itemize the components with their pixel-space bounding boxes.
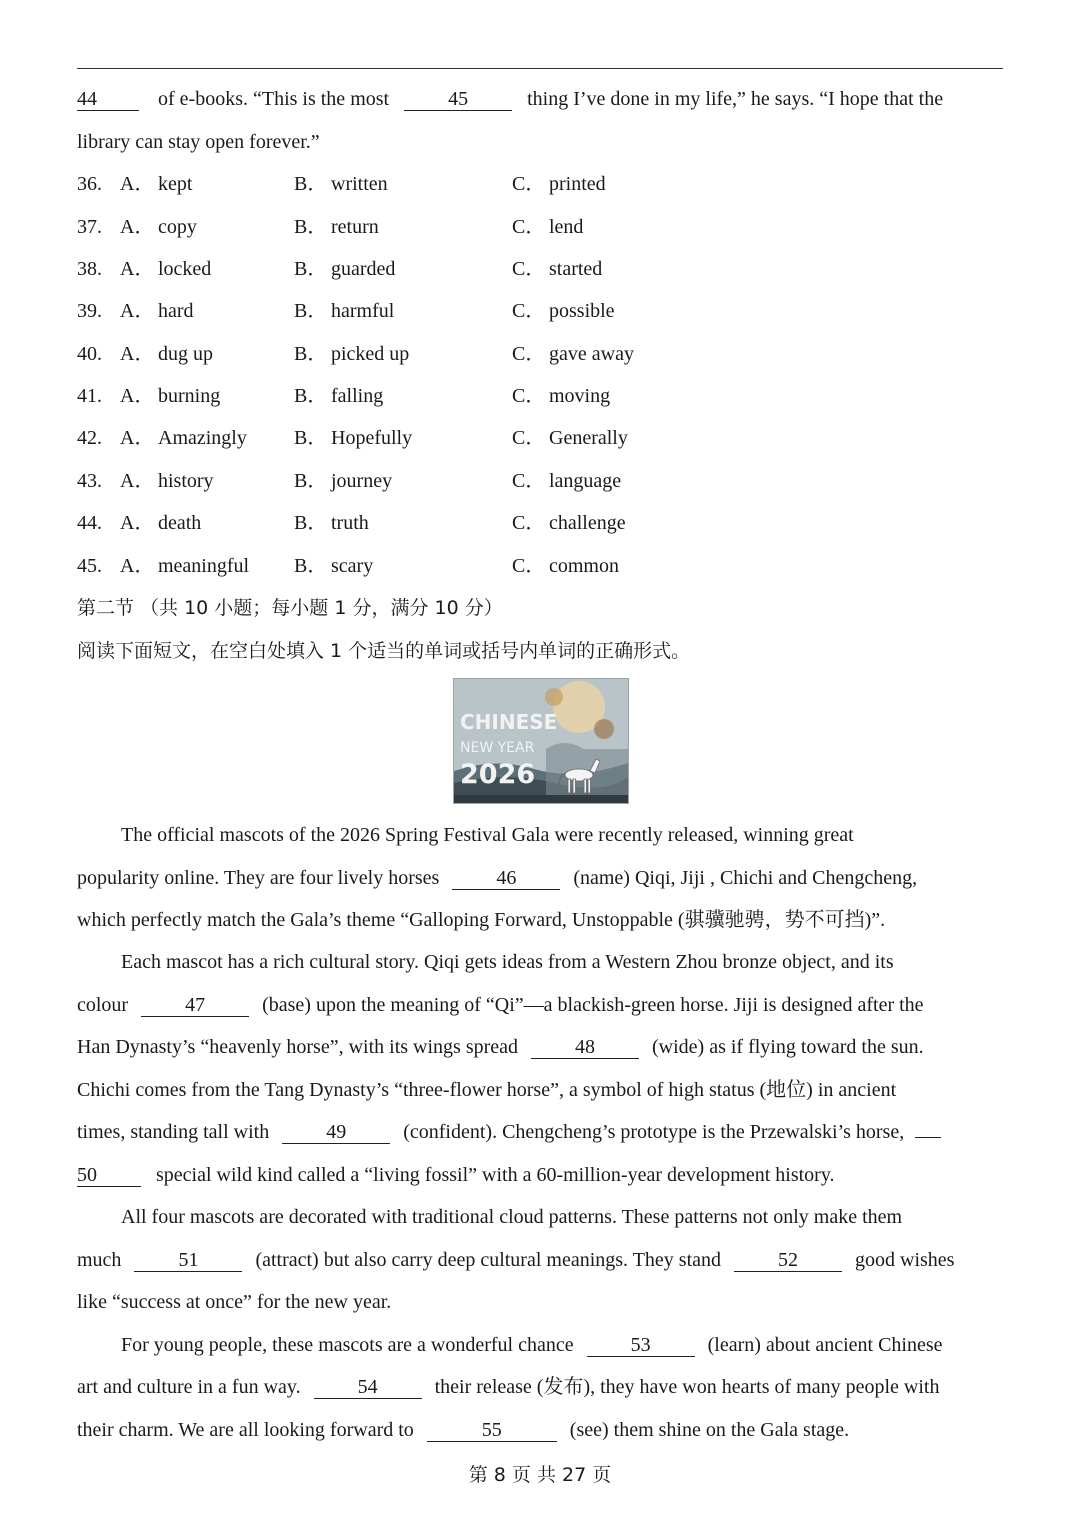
blank-52[interactable]: 52 bbox=[734, 1249, 842, 1272]
passage-p3-l1: All four mascots are decorated with traditional cloud patterns. These patterns not only make them bbox=[121, 1206, 903, 1228]
question-number: 41. bbox=[77, 385, 102, 407]
option-c[interactable]: possible bbox=[549, 300, 615, 322]
blank-51[interactable]: 51 bbox=[134, 1249, 242, 1272]
option-a[interactable]: kept bbox=[158, 173, 193, 195]
passage-p3-l2 bbox=[77, 1246, 954, 1274]
blank-55[interactable]: 55 bbox=[427, 1419, 557, 1442]
text: times, standing tall with bbox=[77, 1121, 270, 1143]
option-c[interactable]: gave away bbox=[549, 343, 634, 365]
option-b[interactable]: guarded bbox=[331, 258, 396, 280]
page-footer: 第 8 页 共 27 页 bbox=[468, 1464, 612, 1486]
text: colour bbox=[77, 994, 129, 1016]
option-c[interactable]: lend bbox=[549, 216, 584, 238]
option-letter-c: C． bbox=[512, 216, 546, 238]
text: much bbox=[77, 1249, 122, 1271]
option-c[interactable]: moving bbox=[549, 385, 611, 407]
question-number: 38. bbox=[77, 258, 102, 280]
blank-50[interactable]: 50 bbox=[77, 1164, 141, 1187]
passage-p2-l3 bbox=[77, 1033, 924, 1061]
option-letter-b: B． bbox=[294, 427, 328, 449]
option-b[interactable]: journey bbox=[331, 470, 393, 492]
passage-p4-l1 bbox=[121, 1331, 943, 1359]
text: (wide) as if flying toward the sun. bbox=[652, 1036, 924, 1058]
option-c[interactable]: started bbox=[549, 258, 603, 280]
option-a[interactable]: hard bbox=[158, 300, 194, 322]
option-a[interactable]: meaningful bbox=[158, 555, 250, 577]
option-letter-b: B． bbox=[294, 258, 328, 280]
passage-p4-l2 bbox=[77, 1373, 939, 1401]
option-b[interactable]: written bbox=[331, 173, 388, 195]
option-c[interactable]: Generally bbox=[549, 427, 628, 449]
option-c[interactable]: printed bbox=[549, 173, 606, 195]
option-letter-b: B． bbox=[294, 385, 328, 407]
option-letter-b: B． bbox=[294, 216, 328, 238]
text: (learn) about ancient Chinese bbox=[707, 1334, 943, 1356]
option-letter-c: C． bbox=[512, 258, 546, 280]
text: For young people, these mascots are a wonderful chance bbox=[121, 1334, 574, 1356]
text: (name) Qiqi, Jiji , Chichi and Chengcheng, bbox=[573, 867, 918, 889]
section-instruction: 阅读下面短文，在空白处填入 1 个适当的单词或括号内单词的正确形式。 bbox=[77, 640, 691, 662]
question-number: 44. bbox=[77, 512, 102, 534]
passage-p2-l1: Each mascot has a rich cultural story. Qiqi gets ideas from a Western Zhou bronze object, and its bbox=[121, 951, 894, 973]
option-letter-c: C． bbox=[512, 470, 546, 492]
text: popularity online. They are four lively horses bbox=[77, 867, 440, 889]
option-b[interactable]: Hopefully bbox=[331, 427, 413, 449]
option-letter-a: A． bbox=[120, 427, 155, 449]
option-b[interactable]: falling bbox=[331, 385, 384, 407]
option-b[interactable]: return bbox=[331, 216, 379, 238]
option-letter-b: B． bbox=[294, 173, 328, 195]
question-number: 40. bbox=[77, 343, 102, 365]
option-letter-a: A． bbox=[120, 343, 155, 365]
option-b[interactable]: harmful bbox=[331, 300, 395, 322]
option-a[interactable]: burning bbox=[158, 385, 221, 407]
text: their release (发布), they have won hearts of many people with bbox=[434, 1376, 940, 1398]
option-letter-a: A． bbox=[120, 173, 155, 195]
header-rule bbox=[77, 68, 1003, 69]
option-letter-b: B． bbox=[294, 470, 328, 492]
option-letter-b: B． bbox=[294, 300, 328, 322]
passage-p2-l2 bbox=[77, 991, 924, 1019]
option-letter-b: B． bbox=[294, 512, 328, 534]
blank-54[interactable]: 54 bbox=[314, 1376, 422, 1399]
passage-p1-l1: The official mascots of the 2026 Spring Festival Gala were recently released, winning great bbox=[121, 824, 854, 846]
text: their charm. We are all looking forward to bbox=[77, 1419, 414, 1441]
option-letter-b: B． bbox=[294, 343, 328, 365]
passage-p1-l2 bbox=[77, 864, 917, 892]
chinese-new-year-illustration bbox=[453, 678, 629, 804]
text: thing I’ve done in my life,” he says. “I hope that the bbox=[527, 88, 944, 110]
option-letter-a: A． bbox=[120, 555, 155, 577]
blank-46[interactable]: 46 bbox=[452, 867, 560, 890]
illustration-svg bbox=[454, 679, 628, 803]
option-c[interactable]: language bbox=[549, 470, 622, 492]
option-letter-b: B． bbox=[294, 555, 328, 577]
blank-48[interactable]: 48 bbox=[531, 1036, 639, 1059]
blank-50-start bbox=[915, 1137, 941, 1138]
continuation-line-1 bbox=[77, 85, 943, 113]
text: (confident). Chengcheng’s prototype is the Przewalski’s horse, bbox=[403, 1121, 905, 1143]
option-letter-a: A． bbox=[120, 470, 155, 492]
continuation-line-2: library can stay open forever.” bbox=[77, 131, 320, 153]
option-a[interactable]: locked bbox=[158, 258, 212, 280]
question-number: 36. bbox=[77, 173, 102, 195]
option-a[interactable]: death bbox=[158, 512, 202, 534]
text: art and culture in a fun way. bbox=[77, 1376, 301, 1398]
option-a[interactable]: copy bbox=[158, 216, 197, 238]
option-letter-c: C． bbox=[512, 173, 546, 195]
question-number: 43. bbox=[77, 470, 102, 492]
option-b[interactable]: picked up bbox=[331, 343, 410, 365]
option-letter-a: A． bbox=[120, 385, 155, 407]
option-a[interactable]: Amazingly bbox=[158, 427, 247, 449]
blank-44[interactable]: 44 bbox=[77, 88, 139, 111]
blank-53[interactable]: 53 bbox=[587, 1334, 695, 1357]
blank-49[interactable]: 49 bbox=[282, 1121, 390, 1144]
question-number: 42. bbox=[77, 427, 102, 449]
option-letter-a: A． bbox=[120, 258, 155, 280]
passage-p2-l4: Chichi comes from the Tang Dynasty’s “three-flower horse”, a symbol of high status (地位) in ancient bbox=[77, 1079, 897, 1101]
option-letter-c: C． bbox=[512, 427, 546, 449]
option-c[interactable]: challenge bbox=[549, 512, 626, 534]
question-number: 45. bbox=[77, 555, 102, 577]
blank-47[interactable]: 47 bbox=[141, 994, 249, 1017]
option-letter-c: C． bbox=[512, 385, 546, 407]
option-a[interactable]: dug up bbox=[158, 343, 213, 365]
image-title-line2: NEW YEAR bbox=[460, 740, 535, 756]
text: Han Dynasty’s “heavenly horse”, with its wings spread bbox=[77, 1036, 519, 1058]
image-title-line3: 2026 bbox=[460, 759, 536, 790]
passage-p2-l5 bbox=[77, 1118, 941, 1146]
question-number: 39. bbox=[77, 300, 102, 322]
passage-p2-l6 bbox=[77, 1161, 835, 1189]
passage-p4-l3 bbox=[77, 1416, 849, 1444]
option-c[interactable]: common bbox=[549, 555, 619, 577]
option-letter-c: C． bbox=[512, 512, 546, 534]
option-letter-c: C． bbox=[512, 300, 546, 322]
text: of e-books. “This is the most bbox=[158, 88, 390, 110]
text: (base) upon the meaning of “Qi”—a blackish-green horse. Jiji is designed after the bbox=[262, 994, 924, 1016]
text: (attract) but also carry deep cultural meanings. They stand bbox=[255, 1249, 722, 1271]
option-letter-a: A． bbox=[120, 300, 155, 322]
text: (see) them shine on the Gala stage. bbox=[569, 1419, 850, 1441]
option-letter-a: A． bbox=[120, 216, 155, 238]
option-letter-c: C． bbox=[512, 555, 546, 577]
passage-p1-l3: which perfectly match the Gala’s theme “Galloping Forward, Unstoppable (骐骥驰骋，势不可挡)”. bbox=[77, 909, 886, 931]
option-b[interactable]: scary bbox=[331, 555, 374, 577]
image-title-line1: CHINESE bbox=[460, 710, 558, 734]
option-a[interactable]: history bbox=[158, 470, 214, 492]
option-letter-a: A． bbox=[120, 512, 155, 534]
blank-45[interactable]: 45 bbox=[404, 88, 512, 111]
passage-p3-l3: like “success at once” for the new year. bbox=[77, 1291, 392, 1313]
question-number: 37. bbox=[77, 216, 102, 238]
section-title: 第二节 （共 10 小题；每小题 1 分，满分 10 分） bbox=[77, 597, 503, 619]
text: good wishes bbox=[855, 1249, 955, 1271]
option-letter-c: C． bbox=[512, 343, 546, 365]
text: special wild kind called a “living fossil” with a 60-million-year development history. bbox=[156, 1164, 835, 1186]
option-b[interactable]: truth bbox=[331, 512, 369, 534]
